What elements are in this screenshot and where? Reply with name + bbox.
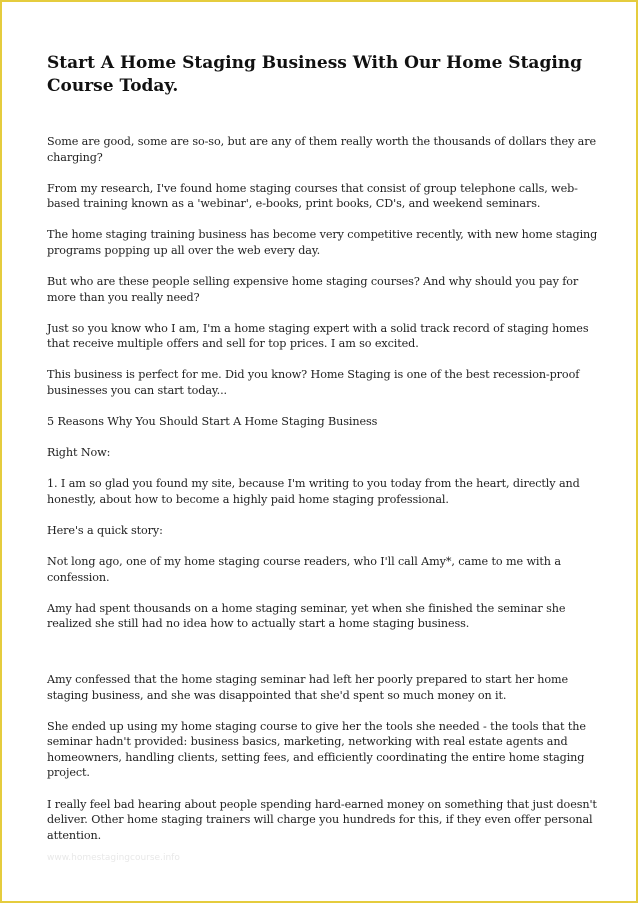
document-title: Start A Home Staging Business With Our Home Staging Course Today. <box>47 53 583 96</box>
paragraph: The home staging training business has become very competitive recently, with new home staging programs popping up all over the web every day. <box>47 228 598 257</box>
paragraph: She ended up using my home staging course to give her the tools she needed - the tools that the seminar hadn't provided: business basics, marketing, networking with real estate agents and homeowners, handling clients, setting fees, and efficiently coordinating the entire home staging project. <box>47 719 586 780</box>
paragraph: Amy confessed that the home staging seminar had left her poorly prepared to start her home staging business, and she was disappointed that she'd spent so much money on it. <box>47 672 569 702</box>
paragraph: Some are good, some are so-so, but are any of them really worth the thousands of dollars they are charging? <box>47 135 596 164</box>
paragraph: Not long ago, one of my home staging course readers, who I'll call Amy*, came to me with a confession. <box>47 555 561 584</box>
paragraph: From my research, I've found home staging courses that consist of group telephone calls, web-based training known as a 'webinar', e-books, print books, CD's, and weekend seminars. <box>47 181 578 211</box>
paragraph: I really feel bad hearing about people spending hard-earned money on something that just doesn't deliver. Other home staging trainers will charge you hundreds for this, if they even offer personal attention. <box>47 797 597 842</box>
section-heading: 5 Reasons Why You Should Start A Home Staging Business <box>47 415 378 429</box>
paragraph: Here's a quick story: <box>47 524 163 537</box>
paragraph: But who are these people selling expensive home staging courses? And why should you pay for more than you really need? <box>47 275 579 304</box>
paragraph: Amy had spent thousands on a home staging seminar, yet when she finished the seminar she realized she still had no idea how to actually start a home staging business. <box>47 601 566 631</box>
watermark: www.homestagingcourse.info <box>47 853 180 863</box>
paragraph: This business is perfect for me. Did you know? Home Staging is one of the best recession-proof businesses you can start today... <box>47 368 580 398</box>
paragraph: 1. I am so glad you found my site, because I'm writing to you today from the heart, directly and honestly, about how to become a highly paid home staging professional. <box>47 477 580 506</box>
document-body <box>47 52 599 859</box>
paragraph: Right Now: <box>47 446 111 460</box>
paragraph: Just so you know who I am, I'm a home staging expert with a solid track record of staging homes that receive multiple offers and sell for top prices. I am so excited. <box>47 321 589 351</box>
